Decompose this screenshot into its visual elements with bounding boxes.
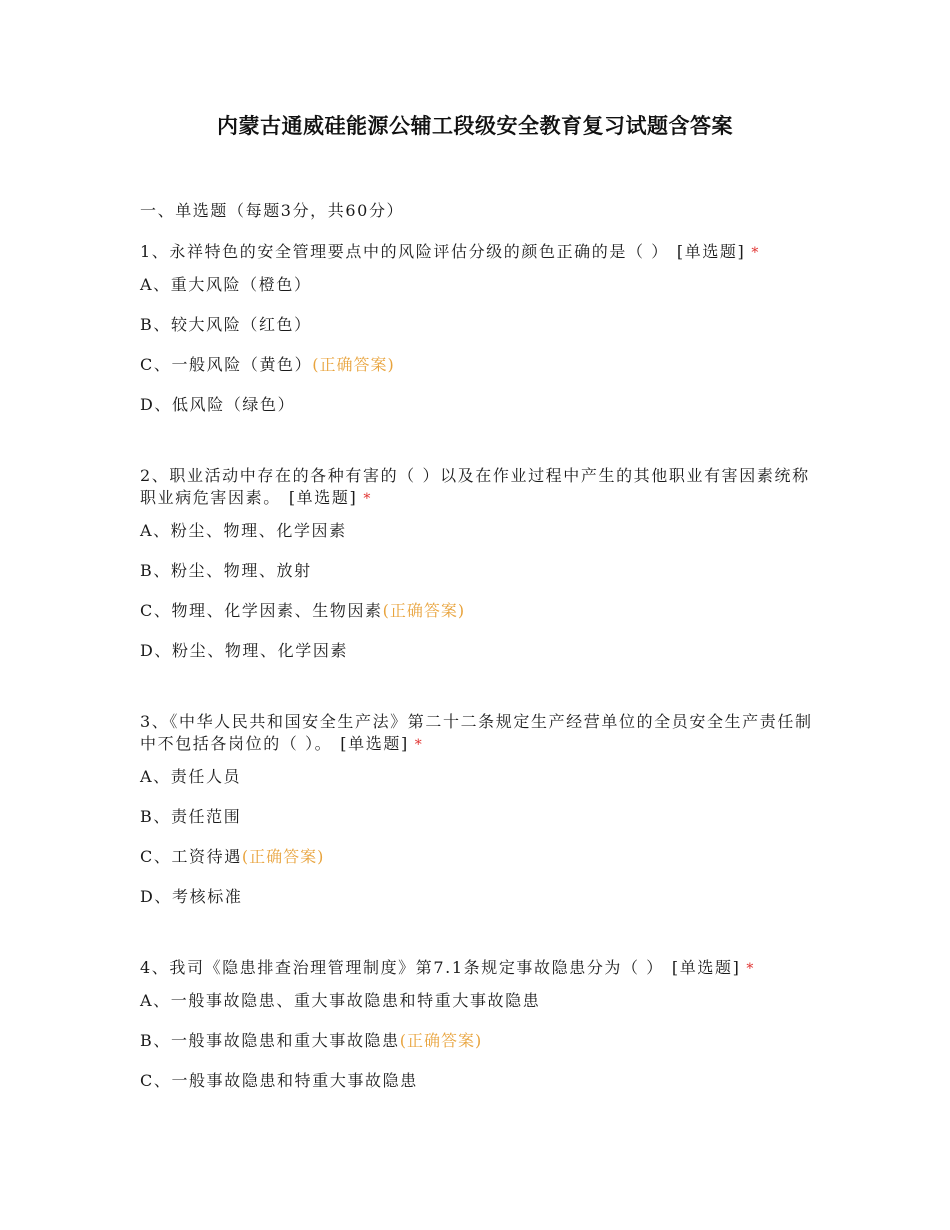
question-type-label: [单选题] bbox=[671, 958, 741, 977]
option-a[interactable] bbox=[140, 274, 820, 296]
question-type-label: [单选题] bbox=[340, 734, 409, 753]
question-stem bbox=[140, 465, 820, 510]
question-4 bbox=[140, 957, 820, 1092]
option-list bbox=[140, 274, 820, 416]
option-d[interactable] bbox=[140, 886, 820, 908]
option-c[interactable] bbox=[140, 846, 820, 868]
required-asterisk: * bbox=[363, 491, 372, 507]
option-text: B、较大风险（红色） bbox=[140, 315, 312, 334]
question-text: 2、职业活动中存在的各种有害的（ ）以及在作业过程中产生的其他职业有害因素统称职业病危害因素。 bbox=[140, 466, 810, 507]
section-heading: 一、单选题（每题3分，共60分） bbox=[140, 201, 405, 220]
required-asterisk: * bbox=[751, 245, 760, 261]
option-list bbox=[140, 520, 820, 662]
question-stem bbox=[140, 711, 820, 756]
option-text: D、低风险（绿色） bbox=[140, 395, 296, 414]
option-text: A、重大风险（橙色） bbox=[140, 275, 312, 294]
question-type-label: [单选题] bbox=[676, 242, 746, 261]
option-text: D、考核标准 bbox=[140, 887, 243, 906]
option-c[interactable] bbox=[140, 1070, 820, 1092]
correct-answer-mark: (正确答案) bbox=[241, 847, 325, 866]
option-text: C、一般事故隐患和特重大事故隐患 bbox=[140, 1071, 418, 1090]
question-text: 4、我司《隐患排查治理管理制度》第7.1条规定事故隐患分为（ ） bbox=[140, 958, 664, 977]
question-stem bbox=[140, 957, 820, 980]
question-stem bbox=[140, 241, 820, 264]
correct-answer-mark: (正确答案) bbox=[312, 355, 395, 374]
option-list bbox=[140, 990, 820, 1092]
option-text: B、责任范围 bbox=[140, 807, 242, 826]
option-list bbox=[140, 766, 820, 908]
option-d[interactable] bbox=[140, 394, 820, 416]
question-type-label: [单选题] bbox=[288, 488, 358, 507]
option-text: B、一般事故隐患和重大事故隐患 bbox=[140, 1031, 400, 1050]
required-asterisk: * bbox=[746, 961, 756, 977]
option-text: C、一般风险（黄色） bbox=[140, 355, 313, 374]
question-3 bbox=[140, 711, 820, 908]
option-text: B、粉尘、物理、放射 bbox=[140, 561, 312, 580]
option-text: D、粉尘、物理、化学因素 bbox=[140, 641, 349, 660]
option-b[interactable] bbox=[140, 1030, 820, 1052]
option-b[interactable] bbox=[140, 806, 820, 828]
question-text: 1、永祥特色的安全管理要点中的风险评估分级的颜色正确的是（ ） bbox=[140, 242, 669, 261]
option-a[interactable] bbox=[140, 766, 820, 788]
option-d[interactable] bbox=[140, 640, 820, 662]
option-text: A、一般事故隐患、重大事故隐患和特重大事故隐患 bbox=[140, 991, 541, 1010]
correct-answer-mark: (正确答案) bbox=[399, 1031, 483, 1050]
option-a[interactable] bbox=[140, 990, 820, 1012]
option-c[interactable] bbox=[140, 354, 820, 376]
required-asterisk: * bbox=[414, 737, 424, 753]
question-text: 3、《中华人民共和国安全生产法》第二十二条规定生产经营单位的全员安全生产责任制中不包括各岗位的（ ）。 bbox=[140, 712, 813, 753]
option-text: A、责任人员 bbox=[140, 767, 242, 786]
option-a[interactable] bbox=[140, 520, 820, 542]
option-b[interactable] bbox=[140, 314, 820, 336]
option-text: A、粉尘、物理、化学因素 bbox=[140, 521, 347, 540]
correct-answer-mark: (正确答案) bbox=[382, 601, 466, 620]
document-title: 内蒙古通威硅能源公辅工段级安全教育复习试题含答案 bbox=[217, 113, 733, 138]
option-text: C、工资待遇 bbox=[140, 847, 242, 866]
question-2 bbox=[140, 465, 820, 662]
option-c[interactable] bbox=[140, 600, 820, 622]
option-b[interactable] bbox=[140, 560, 820, 582]
question-1 bbox=[140, 241, 820, 416]
option-text: C、物理、化学因素、生物因素 bbox=[140, 601, 383, 620]
